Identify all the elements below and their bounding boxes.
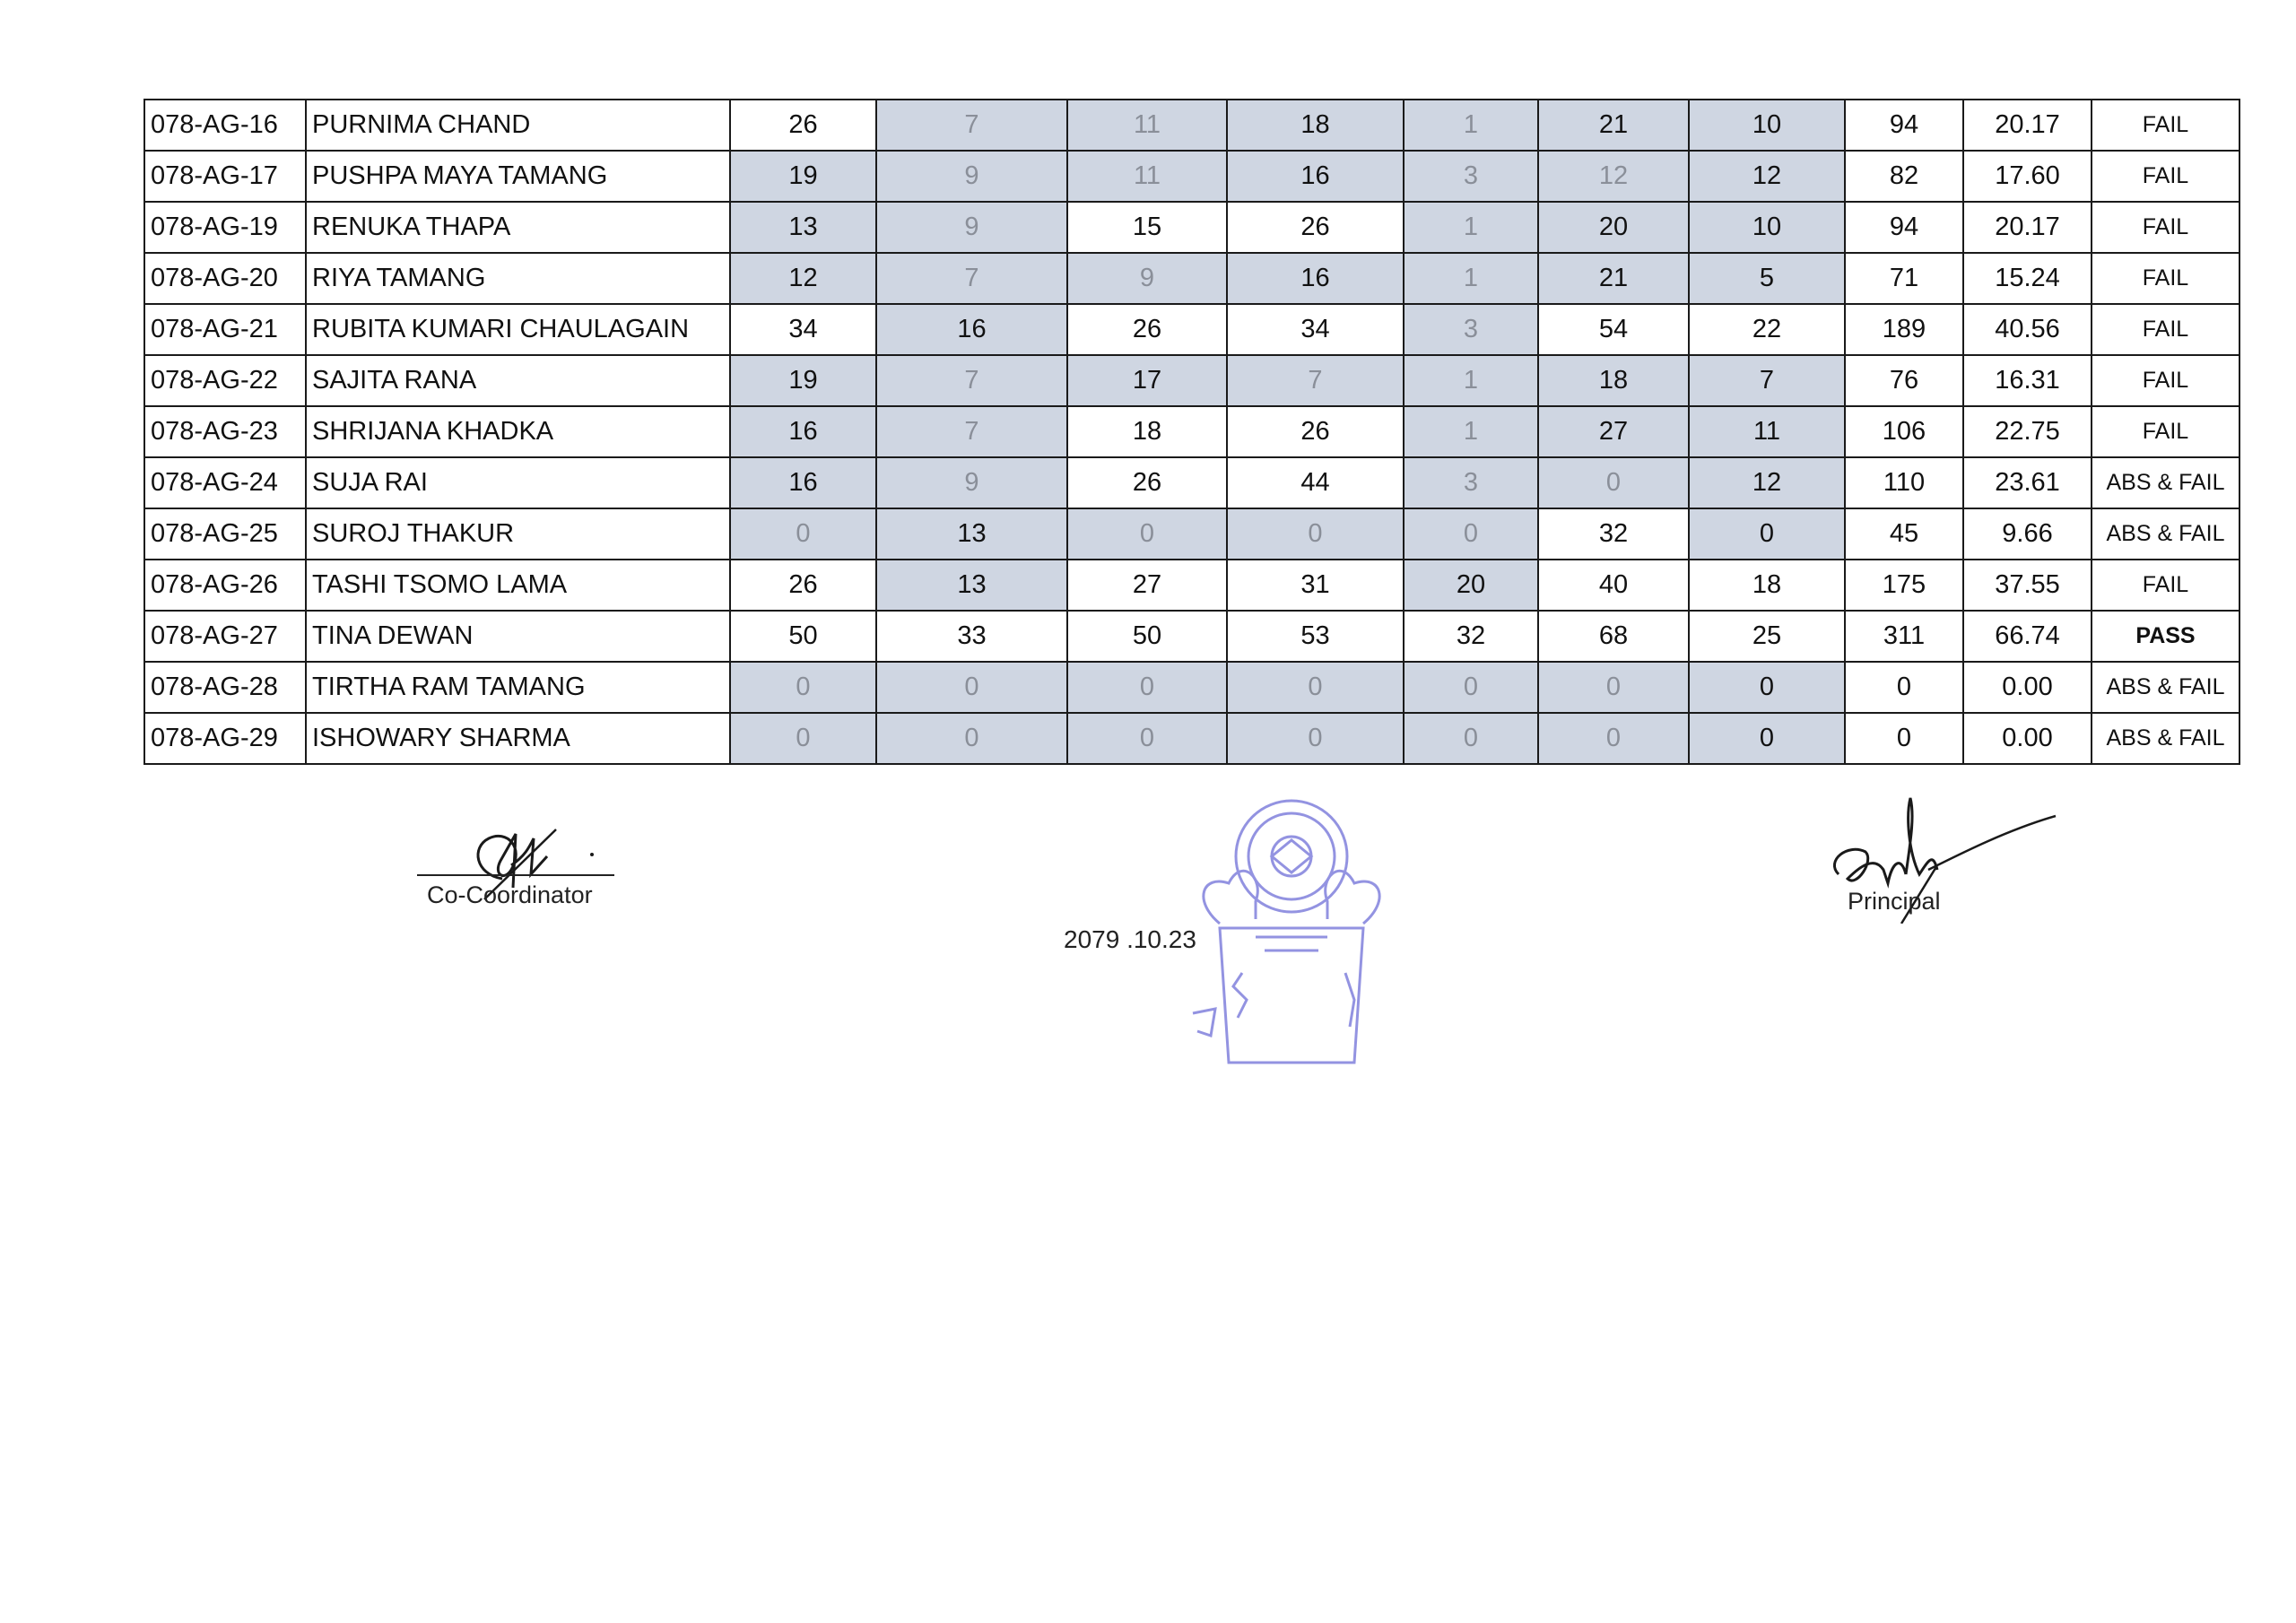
- subject-mark-cell: 18: [1689, 560, 1845, 611]
- subject-mark-cell: 54: [1538, 304, 1689, 355]
- result-cell: FAIL: [2092, 202, 2239, 253]
- roll-number-cell: 078-AG-17: [144, 151, 306, 202]
- subject-mark-cell: 3: [1404, 304, 1538, 355]
- percentage-cell: 40.56: [1963, 304, 2092, 355]
- total-cell: 311: [1845, 611, 1963, 662]
- subject-mark-cell: 9: [876, 202, 1067, 253]
- subject-mark-cell: 7: [876, 253, 1067, 304]
- subject-mark-cell: 16: [730, 457, 876, 508]
- subject-mark-cell: 0: [1538, 457, 1689, 508]
- percentage-cell: 37.55: [1963, 560, 2092, 611]
- subject-mark-cell: 0: [730, 662, 876, 713]
- student-name-cell: SUROJ THAKUR: [306, 508, 730, 560]
- marks-table-body: [144, 100, 2239, 764]
- table-row: [144, 611, 2239, 662]
- total-cell: 189: [1845, 304, 1963, 355]
- student-name-cell: SHRIJANA KHADKA: [306, 406, 730, 457]
- subject-mark-cell: 13: [876, 560, 1067, 611]
- percentage-cell: 15.24: [1963, 253, 2092, 304]
- subject-mark-cell: 27: [1538, 406, 1689, 457]
- roll-number-cell: 078-AG-24: [144, 457, 306, 508]
- student-name-cell: RIYA TAMANG: [306, 253, 730, 304]
- percentage-cell: 20.17: [1963, 202, 2092, 253]
- subject-mark-cell: 0: [1538, 713, 1689, 764]
- subject-mark-cell: 18: [1538, 355, 1689, 406]
- total-cell: 45: [1845, 508, 1963, 560]
- subject-mark-cell: 27: [1067, 560, 1227, 611]
- subject-mark-cell: 5: [1689, 253, 1845, 304]
- table-row: [144, 202, 2239, 253]
- percentage-cell: 20.17: [1963, 100, 2092, 151]
- co-coordinator-label: Co-Coordinator: [427, 881, 593, 908]
- subject-mark-cell: 50: [730, 611, 876, 662]
- subject-mark-cell: 1: [1404, 355, 1538, 406]
- subject-mark-cell: 17: [1067, 355, 1227, 406]
- subject-mark-cell: 0: [1067, 508, 1227, 560]
- subject-mark-cell: 10: [1689, 202, 1845, 253]
- percentage-cell: 0.00: [1963, 713, 2092, 764]
- subject-mark-cell: 21: [1538, 100, 1689, 151]
- percentage-cell: 22.75: [1963, 406, 2092, 457]
- subject-mark-cell: 22: [1689, 304, 1845, 355]
- result-cell: FAIL: [2092, 560, 2239, 611]
- total-cell: 175: [1845, 560, 1963, 611]
- total-cell: 110: [1845, 457, 1963, 508]
- percentage-cell: 9.66: [1963, 508, 2092, 560]
- result-cell: ABS & FAIL: [2092, 457, 2239, 508]
- table-row: [144, 304, 2239, 355]
- student-name-cell: PUSHPA MAYA TAMANG: [306, 151, 730, 202]
- subject-mark-cell: 0: [730, 508, 876, 560]
- total-cell: 82: [1845, 151, 1963, 202]
- total-cell: 0: [1845, 662, 1963, 713]
- student-name-cell: PURNIMA CHAND: [306, 100, 730, 151]
- total-cell: 0: [1845, 713, 1963, 764]
- subject-mark-cell: 9: [876, 151, 1067, 202]
- roll-number-cell: 078-AG-21: [144, 304, 306, 355]
- result-cell: PASS: [2092, 611, 2239, 662]
- total-cell: 71: [1845, 253, 1963, 304]
- principal-label: Principal: [1848, 888, 1941, 915]
- result-cell: FAIL: [2092, 100, 2239, 151]
- school-seal-stamp: [1166, 794, 1417, 1081]
- subject-mark-cell: 31: [1227, 560, 1404, 611]
- subject-mark-cell: 26: [1067, 304, 1227, 355]
- student-name-cell: TIRTHA RAM TAMANG: [306, 662, 730, 713]
- roll-number-cell: 078-AG-26: [144, 560, 306, 611]
- subject-mark-cell: 10: [1689, 100, 1845, 151]
- subject-mark-cell: 34: [1227, 304, 1404, 355]
- subject-mark-cell: 0: [1227, 662, 1404, 713]
- subject-mark-cell: 16: [730, 406, 876, 457]
- roll-number-cell: 078-AG-19: [144, 202, 306, 253]
- student-name-cell: TASHI TSOMO LAMA: [306, 560, 730, 611]
- subject-mark-cell: 1: [1404, 202, 1538, 253]
- subject-mark-cell: 7: [876, 406, 1067, 457]
- subject-mark-cell: 0: [1067, 662, 1227, 713]
- subject-mark-cell: 11: [1067, 100, 1227, 151]
- percentage-cell: 16.31: [1963, 355, 2092, 406]
- subject-mark-cell: 0: [876, 662, 1067, 713]
- subject-mark-cell: 26: [1227, 406, 1404, 457]
- percentage-cell: 66.74: [1963, 611, 2092, 662]
- student-name-cell: RUBITA KUMARI CHAULAGAIN: [306, 304, 730, 355]
- subject-mark-cell: 21: [1538, 253, 1689, 304]
- subject-mark-cell: 33: [876, 611, 1067, 662]
- subject-mark-cell: 26: [730, 560, 876, 611]
- student-name-cell: SUJA RAI: [306, 457, 730, 508]
- roll-number-cell: 078-AG-27: [144, 611, 306, 662]
- roll-number-cell: 078-AG-22: [144, 355, 306, 406]
- subject-mark-cell: 16: [1227, 253, 1404, 304]
- subject-mark-cell: 1: [1404, 100, 1538, 151]
- subject-mark-cell: 0: [1404, 662, 1538, 713]
- roll-number-cell: 078-AG-29: [144, 713, 306, 764]
- subject-mark-cell: 32: [1538, 508, 1689, 560]
- subject-mark-cell: 32: [1404, 611, 1538, 662]
- subject-mark-cell: 50: [1067, 611, 1227, 662]
- roll-number-cell: 078-AG-23: [144, 406, 306, 457]
- subject-mark-cell: 0: [1067, 713, 1227, 764]
- subject-mark-cell: 1: [1404, 253, 1538, 304]
- table-row: [144, 457, 2239, 508]
- subject-mark-cell: 3: [1404, 457, 1538, 508]
- percentage-cell: 23.61: [1963, 457, 2092, 508]
- result-cell: FAIL: [2092, 151, 2239, 202]
- table-row: [144, 662, 2239, 713]
- subject-mark-cell: 26: [1067, 457, 1227, 508]
- subject-mark-cell: 0: [1689, 662, 1845, 713]
- subject-mark-cell: 11: [1689, 406, 1845, 457]
- result-cell: FAIL: [2092, 304, 2239, 355]
- subject-mark-cell: 3: [1404, 151, 1538, 202]
- subject-mark-cell: 16: [876, 304, 1067, 355]
- subject-mark-cell: 0: [1538, 662, 1689, 713]
- table-row: [144, 151, 2239, 202]
- table-row: [144, 355, 2239, 406]
- subject-mark-cell: 20: [1538, 202, 1689, 253]
- subject-mark-cell: 13: [876, 508, 1067, 560]
- table-row: [144, 406, 2239, 457]
- result-cell: ABS & FAIL: [2092, 662, 2239, 713]
- subject-mark-cell: 20: [1404, 560, 1538, 611]
- subject-mark-cell: 0: [876, 713, 1067, 764]
- subject-mark-cell: 26: [730, 100, 876, 151]
- subject-mark-cell: 11: [1067, 151, 1227, 202]
- subject-mark-cell: 25: [1689, 611, 1845, 662]
- result-cell: ABS & FAIL: [2092, 713, 2239, 764]
- subject-mark-cell: 44: [1227, 457, 1404, 508]
- subject-mark-cell: 9: [876, 457, 1067, 508]
- subject-mark-cell: 40: [1538, 560, 1689, 611]
- subject-mark-cell: 12: [1689, 151, 1845, 202]
- subject-mark-cell: 53: [1227, 611, 1404, 662]
- subject-mark-cell: 0: [1689, 713, 1845, 764]
- co-coordinator-signature-line: [417, 874, 614, 876]
- subject-mark-cell: 0: [730, 713, 876, 764]
- subject-mark-cell: 0: [1227, 713, 1404, 764]
- subject-mark-cell: 0: [1227, 508, 1404, 560]
- result-cell: FAIL: [2092, 253, 2239, 304]
- result-cell: FAIL: [2092, 355, 2239, 406]
- subject-mark-cell: 12: [1538, 151, 1689, 202]
- subject-mark-cell: 0: [1689, 508, 1845, 560]
- subject-mark-cell: 0: [1404, 713, 1538, 764]
- subject-mark-cell: 1: [1404, 406, 1538, 457]
- student-name-cell: TINA DEWAN: [306, 611, 730, 662]
- subject-mark-cell: 7: [1227, 355, 1404, 406]
- student-name-cell: ISHOWARY SHARMA: [306, 713, 730, 764]
- student-name-cell: SAJITA RANA: [306, 355, 730, 406]
- subject-mark-cell: 16: [1227, 151, 1404, 202]
- table-row: [144, 253, 2239, 304]
- subject-mark-cell: 7: [876, 355, 1067, 406]
- percentage-cell: 17.60: [1963, 151, 2092, 202]
- table-row: [144, 100, 2239, 151]
- total-cell: 94: [1845, 100, 1963, 151]
- result-cell: ABS & FAIL: [2092, 508, 2239, 560]
- subject-mark-cell: 12: [730, 253, 876, 304]
- roll-number-cell: 078-AG-16: [144, 100, 306, 151]
- table-row: [144, 560, 2239, 611]
- subject-mark-cell: 0: [1404, 508, 1538, 560]
- subject-mark-cell: 68: [1538, 611, 1689, 662]
- subject-mark-cell: 19: [730, 151, 876, 202]
- subject-mark-cell: 26: [1227, 202, 1404, 253]
- subject-mark-cell: 9: [1067, 253, 1227, 304]
- subject-mark-cell: 13: [730, 202, 876, 253]
- roll-number-cell: 078-AG-28: [144, 662, 306, 713]
- subject-mark-cell: 18: [1067, 406, 1227, 457]
- percentage-cell: 0.00: [1963, 662, 2092, 713]
- subject-mark-cell: 34: [730, 304, 876, 355]
- date-text: 2079 .10.23: [1064, 925, 1196, 953]
- table-row: [144, 713, 2239, 764]
- result-cell: FAIL: [2092, 406, 2239, 457]
- roll-number-cell: 078-AG-20: [144, 253, 306, 304]
- roll-number-cell: 078-AG-25: [144, 508, 306, 560]
- subject-mark-cell: 15: [1067, 202, 1227, 253]
- subject-mark-cell: 7: [1689, 355, 1845, 406]
- subject-mark-cell: 7: [876, 100, 1067, 151]
- total-cell: 106: [1845, 406, 1963, 457]
- total-cell: 94: [1845, 202, 1963, 253]
- total-cell: 76: [1845, 355, 1963, 406]
- student-name-cell: RENUKA THAPA: [306, 202, 730, 253]
- subject-mark-cell: 19: [730, 355, 876, 406]
- marks-table: [144, 99, 2240, 765]
- table-row: [144, 508, 2239, 560]
- subject-mark-cell: 12: [1689, 457, 1845, 508]
- subject-mark-cell: 18: [1227, 100, 1404, 151]
